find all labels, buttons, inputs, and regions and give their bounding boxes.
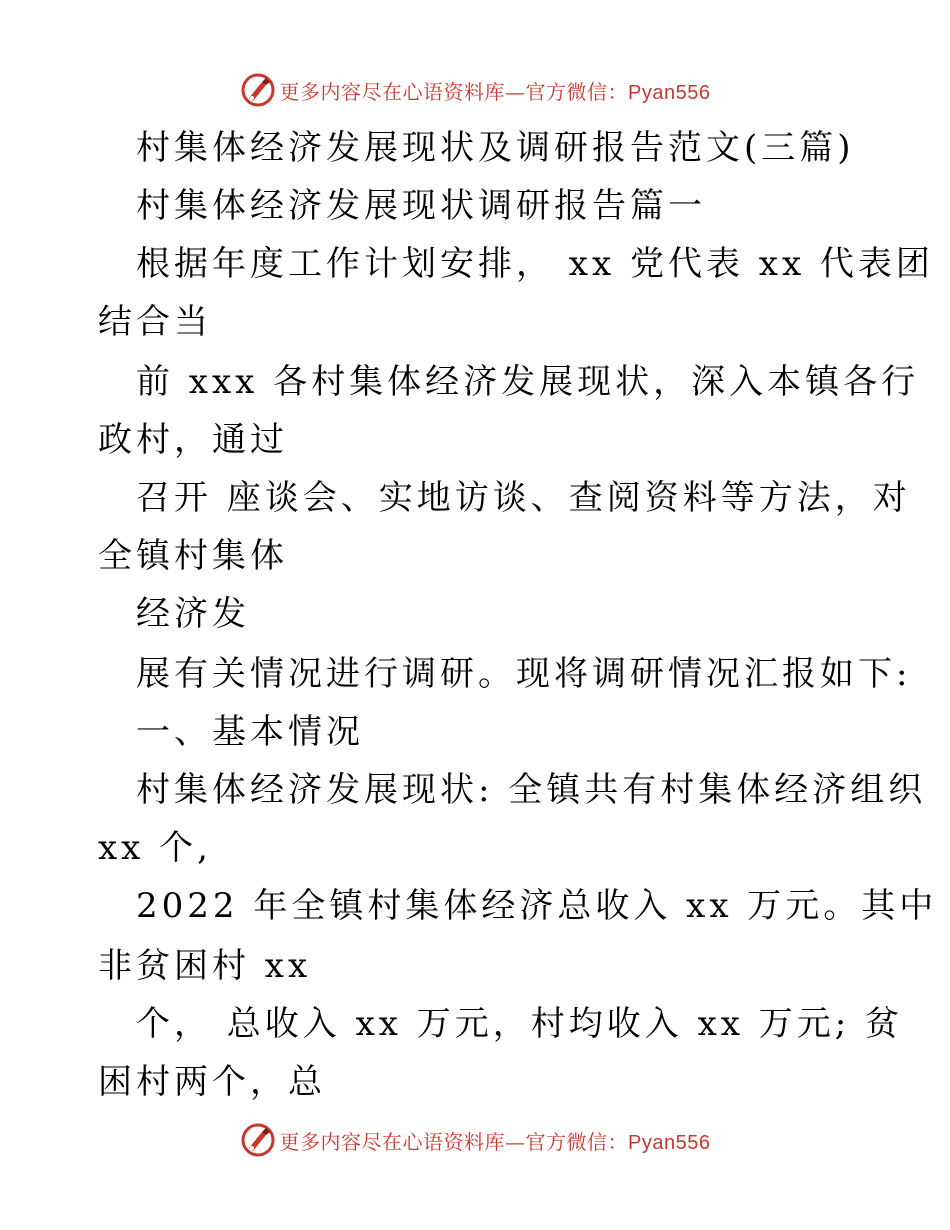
watermark-text: 更多内容尽在心语资料库—官方微信：Pyan556: [279, 1129, 711, 1154]
paragraph-line: 非贫困村 xx: [98, 946, 312, 986]
paragraph-line: 展有关情况进行调研。现将调研情况汇报如下:: [136, 654, 912, 694]
paragraph-line: xx 个,: [98, 828, 212, 868]
paragraph-line: 结合当: [98, 302, 212, 342]
watermark-account: Pyan556: [628, 1131, 711, 1154]
watermark-text: 更多内容尽在心语资料库—官方微信：Pyan556: [279, 79, 711, 104]
paragraph-line: 根据年度工作计划安排， xx 党代表 xx 代表团: [136, 244, 934, 284]
watermark-account: Pyan556: [628, 81, 711, 104]
subsection-heading: 一、基本情况: [136, 712, 364, 752]
paragraph-line: 个， 总收入 xx 万元，村均收入 xx 万元; 贫: [136, 1004, 903, 1044]
header-watermark: [0, 70, 950, 110]
pen-circle-logo-icon: [240, 1122, 276, 1158]
paragraph-line: 全镇村集体: [98, 536, 288, 576]
paragraph-line: 2022 年全镇村集体经济总收入 xx 万元。其中: [136, 886, 938, 926]
section-heading: 村集体经济发展现状调研报告篇一: [136, 186, 706, 226]
paragraph-line: 召开 座谈会、实地访谈、查阅资料等方法，对: [136, 478, 911, 518]
paragraph-line: 经济发: [136, 594, 250, 634]
document-title: 村集体经济发展现状及调研报告范文(三篇): [136, 128, 855, 168]
paragraph-line: 困村两个，总: [98, 1062, 326, 1102]
paragraph-line: 政村，通过: [98, 420, 288, 460]
paragraph-line: 村集体经济发展现状: 全镇共有村集体经济组织: [136, 770, 927, 810]
pen-circle-logo-icon: [240, 72, 276, 108]
footer-watermark: [0, 1120, 950, 1160]
paragraph-line: 前 xxx 各村集体经济发展现状，深入本镇各行: [136, 362, 920, 402]
